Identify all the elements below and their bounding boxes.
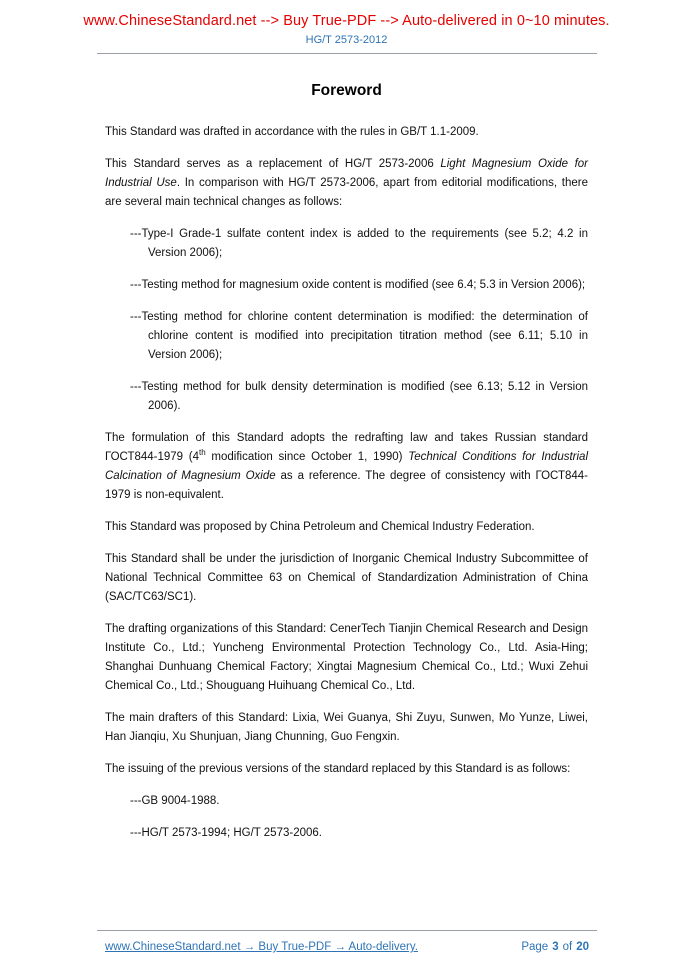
italic-standard-title: Technical Conditions for Industrial Calcination of Magnesium Oxide	[105, 451, 588, 482]
page-footer	[97, 930, 597, 953]
doc-number: HG/T 2573-2012	[305, 34, 388, 46]
promo-banner[interactable]: www.ChineseStandard.net --> Buy True-PDF --> Auto-delivered in 0~10 minutes.	[83, 13, 610, 29]
paragraph-previous-versions-intro: The issuing of the previous versions of the standard replaced by this Standard is as follows:	[105, 763, 571, 775]
text-segment: . In comparison with HG/T 2573-2006, apart from editorial modifications, there are several main technical changes as follows:	[105, 177, 589, 208]
footer-row	[97, 941, 597, 953]
previous-version-item: ---GB 9004-1988.	[130, 795, 220, 807]
paragraph-drafting-organizations: The drafting organizations of this Standard: CenerTech Tianjin Chemical Research and Design Institute Co., Ltd.; Yuncheng Environmental Protection Technology Co., Ltd. Asia-Hing; Shanghai Dunhuang Chemical Factory; Xingtai Magnesium Chemical Co., Ltd.; Wuxi Zehui Chemical Co., Ltd.; Shouguang Huihuang Chemical Co., Ltd.	[105, 623, 588, 692]
footer-divider	[97, 930, 597, 931]
page-number: 3	[552, 941, 559, 953]
page-total: 20	[576, 941, 589, 953]
text-segment: The formulation of this Standard adopts the redrafting law and takes Russian standard ГОСТ844-1979 (4	[105, 432, 588, 463]
italic-standard-title: Light Magnesium Oxide for Industrial Use	[105, 158, 589, 189]
of-label: of	[562, 941, 573, 953]
document-body	[0, 123, 693, 843]
change-item: ---Testing method for chlorine content determination is modified: the determination of chlorine content is modified into precipitation titration method (see 6.11; 5.10 in Version 2006);	[130, 311, 588, 361]
change-item: ---Testing method for magnesium oxide content is modified (see 6.4; 5.3 in Version 2006);	[130, 279, 586, 291]
paragraph-replacement	[105, 155, 588, 212]
paragraph-main-drafters: The main drafters of this Standard: Lixia, Wei Guanya, Shi Zuyu, Sunwen, Mo Yunze, Liwei, Han Jianqiu, Xu Shunjuan, Jiang Chunning, Guo Fengxin.	[105, 712, 588, 743]
paragraph-proposed: This Standard was proposed by China Petroleum and Chemical Industry Federation.	[105, 521, 535, 533]
footer-link[interactable]: www.ChineseStandard.net → Buy True-PDF → Auto-delivery.	[105, 941, 418, 953]
change-item: ---Type-I Grade-1 sulfate content index is added to the requirements (see 5.2; 4.2 in Version 2006);	[130, 228, 588, 259]
paragraph-drafted: This Standard was drafted in accordance with the rules in GB/T 1.1-2009.	[105, 126, 479, 138]
paragraph-gost	[105, 429, 588, 505]
page-label: Page	[521, 941, 549, 953]
superscript: th	[199, 448, 206, 458]
text-segment: as a reference. The degree of consistency with ГОСТ844-1979 is non-equivalent.	[105, 470, 588, 501]
paragraph-jurisdiction: This Standard shall be under the jurisdiction of Inorganic Chemical Industry Subcommittee of National Technical Committee 63 on Chemical of Standardization Administration of China (SAC/TC63/SC1).	[105, 553, 588, 603]
text-segment: modification since October 1, 1990)	[205, 451, 409, 463]
page-title: Foreword	[311, 82, 382, 99]
header-divider	[97, 53, 597, 54]
text-segment: This Standard serves as a replacement of HG/T 2573-2006	[105, 158, 441, 170]
change-item: ---Testing method for bulk density determination is modified (see 6.13; 5.12 in Version 2006).	[130, 381, 588, 412]
previous-version-item: ---HG/T 2573-1994; HG/T 2573-2006.	[130, 827, 322, 839]
page-indicator	[521, 941, 589, 953]
